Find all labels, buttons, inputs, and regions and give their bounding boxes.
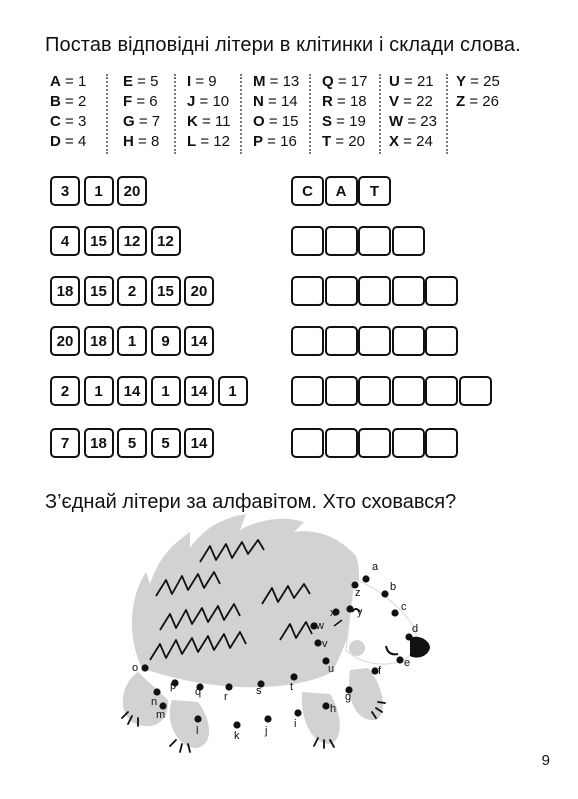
dot-label-a: a <box>372 561 379 573</box>
number-cell: 20 <box>184 276 214 306</box>
key-number: = 23 <box>403 113 437 130</box>
dot-l[interactable] <box>194 715 201 722</box>
number-cell: 14 <box>184 326 214 356</box>
answer-box[interactable]: A <box>325 176 358 206</box>
key-letter: N <box>253 93 264 110</box>
dot-label-w: w <box>316 620 324 632</box>
key-letter: E <box>123 73 134 90</box>
number-cell: 20 <box>50 326 80 356</box>
key-letter: Z <box>456 93 466 110</box>
number-cell: 1 <box>84 376 114 406</box>
key-number: = 9 <box>191 73 217 90</box>
dot-label-g: g <box>345 691 352 703</box>
key-number: = 13 <box>265 73 300 90</box>
key-number: = 4 <box>60 133 87 150</box>
number-cell: 20 <box>117 176 147 206</box>
number-cell: 14 <box>184 428 214 458</box>
key-letter: P <box>253 133 264 150</box>
dot-label-s: s <box>256 685 262 697</box>
number-cell: 15 <box>151 276 181 306</box>
dot-label-h: h <box>330 703 337 715</box>
number-cell: 15 <box>84 276 114 306</box>
task2-title: З’єднай літери за алфавітом. Хто сховався? <box>45 491 457 513</box>
key-number: = 12 <box>196 133 230 150</box>
key-letter: Y <box>456 73 467 90</box>
dot-y[interactable] <box>346 605 353 612</box>
dot-label-v: v <box>322 638 328 650</box>
number-cell: 7 <box>50 428 80 458</box>
key-letter: G <box>123 113 135 130</box>
key-number: = 6 <box>132 93 158 110</box>
key-number: = 19 <box>332 113 366 130</box>
key-letter: Q <box>322 73 334 90</box>
key-letter: U <box>389 73 400 90</box>
number-cell: 5 <box>117 428 147 458</box>
dot-t[interactable] <box>290 673 297 680</box>
key-number: = 17 <box>333 73 368 90</box>
key-number: = 22 <box>399 93 433 110</box>
key-letter: O <box>253 113 265 130</box>
number-cell: 12 <box>151 226 181 256</box>
key-letter: F <box>123 93 133 110</box>
hedgehog-nose <box>410 637 430 658</box>
key-number: = 2 <box>60 93 87 110</box>
dot-k[interactable] <box>233 721 240 728</box>
dot-label-i: i <box>294 718 297 730</box>
dot-i[interactable] <box>294 709 301 716</box>
dot-label-n: n <box>151 696 158 708</box>
key-letter: C <box>50 113 61 130</box>
key-number: = 3 <box>60 113 87 130</box>
number-cell: 1 <box>151 376 181 406</box>
dot-label-l: l <box>196 725 199 737</box>
dot-label-b: b <box>390 581 397 593</box>
key-letter: M <box>253 73 266 90</box>
number-cell: 2 <box>50 376 80 406</box>
dot-a[interactable] <box>362 575 369 582</box>
key-number: = 8 <box>133 133 160 150</box>
number-cell: 15 <box>84 226 114 256</box>
key-letter: J <box>187 93 196 110</box>
dot-o[interactable] <box>141 664 148 671</box>
dot-label-q: q <box>195 686 202 698</box>
dot-r[interactable] <box>225 683 232 690</box>
dot-label-f: f <box>378 665 382 677</box>
key-letter: T <box>322 133 332 150</box>
number-cell: 1 <box>218 376 248 406</box>
number-cell: 2 <box>117 276 147 306</box>
number-cell: 4 <box>50 226 80 256</box>
key-number: = 14 <box>263 93 298 110</box>
dot-e[interactable] <box>396 656 403 663</box>
number-cell: 14 <box>117 376 147 406</box>
key-letter: D <box>50 133 61 150</box>
dot-v[interactable] <box>314 639 321 646</box>
key-number: = 16 <box>263 133 297 150</box>
dot-label-c: c <box>401 601 407 613</box>
key-number: = 1 <box>60 73 87 90</box>
dot-c[interactable] <box>391 609 398 616</box>
dot-label-z: z <box>355 587 361 599</box>
key-number: = 5 <box>133 73 159 90</box>
dot-label-d: d <box>412 623 419 635</box>
key-number: = 26 <box>465 93 499 110</box>
number-cell: 14 <box>184 376 214 406</box>
hedgehog-cheek <box>349 640 365 656</box>
dot-n[interactable] <box>153 688 160 695</box>
dot-b[interactable] <box>381 590 388 597</box>
key-letter: B <box>50 93 61 110</box>
hedgehog-front-leg-left <box>302 692 340 744</box>
dot-label-k: k <box>234 730 240 742</box>
number-cell: 18 <box>50 276 80 306</box>
key-number: = 24 <box>399 133 433 150</box>
dot-j[interactable] <box>264 715 271 722</box>
dot-label-o: o <box>132 662 139 674</box>
key-number: = 11 <box>197 113 231 130</box>
page-number: 9 <box>541 752 550 769</box>
dot-label-r: r <box>224 691 228 703</box>
dot-label-u: u <box>328 663 335 675</box>
key-number: = 18 <box>332 93 367 110</box>
key-letter: L <box>187 133 197 150</box>
number-cell: 9 <box>151 326 181 356</box>
key-letter: K <box>187 113 198 130</box>
key-number: = 25 <box>466 73 500 90</box>
key-number: = 20 <box>331 133 365 150</box>
dot-label-x: x <box>330 607 336 619</box>
key-letter: S <box>322 113 333 130</box>
dot-label-e: e <box>404 657 411 669</box>
number-cell: 12 <box>117 226 147 256</box>
dot-label-p: p <box>170 680 177 692</box>
key-letter: R <box>322 93 333 110</box>
key-letter: V <box>389 93 400 110</box>
key-letter: X <box>389 133 400 150</box>
key-number: = 10 <box>195 93 230 110</box>
key-number: = 7 <box>134 113 161 130</box>
number-cell: 18 <box>84 428 114 458</box>
key-letter: I <box>187 73 192 90</box>
number-cell: 18 <box>84 326 114 356</box>
key-letter: A <box>50 73 61 90</box>
task1-title: Постав відповідні літери в клітинки і склади слова. <box>45 34 521 56</box>
dot-label-t: t <box>290 681 294 693</box>
number-cell: 1 <box>117 326 147 356</box>
number-cell: 1 <box>84 176 114 206</box>
number-cell: 3 <box>50 176 80 206</box>
answer-box[interactable]: C <box>291 176 324 206</box>
answer-box[interactable]: T <box>358 176 391 206</box>
dot-label-y: y <box>357 606 363 618</box>
key-number: = 21 <box>399 73 434 90</box>
dot-h[interactable] <box>322 702 329 709</box>
key-number: = 15 <box>264 113 299 130</box>
key-letter: W <box>389 113 404 130</box>
dot-label-m: m <box>156 709 166 721</box>
dot-label-j: j <box>265 725 268 737</box>
key-letter: H <box>123 133 134 150</box>
number-cell: 5 <box>151 428 181 458</box>
